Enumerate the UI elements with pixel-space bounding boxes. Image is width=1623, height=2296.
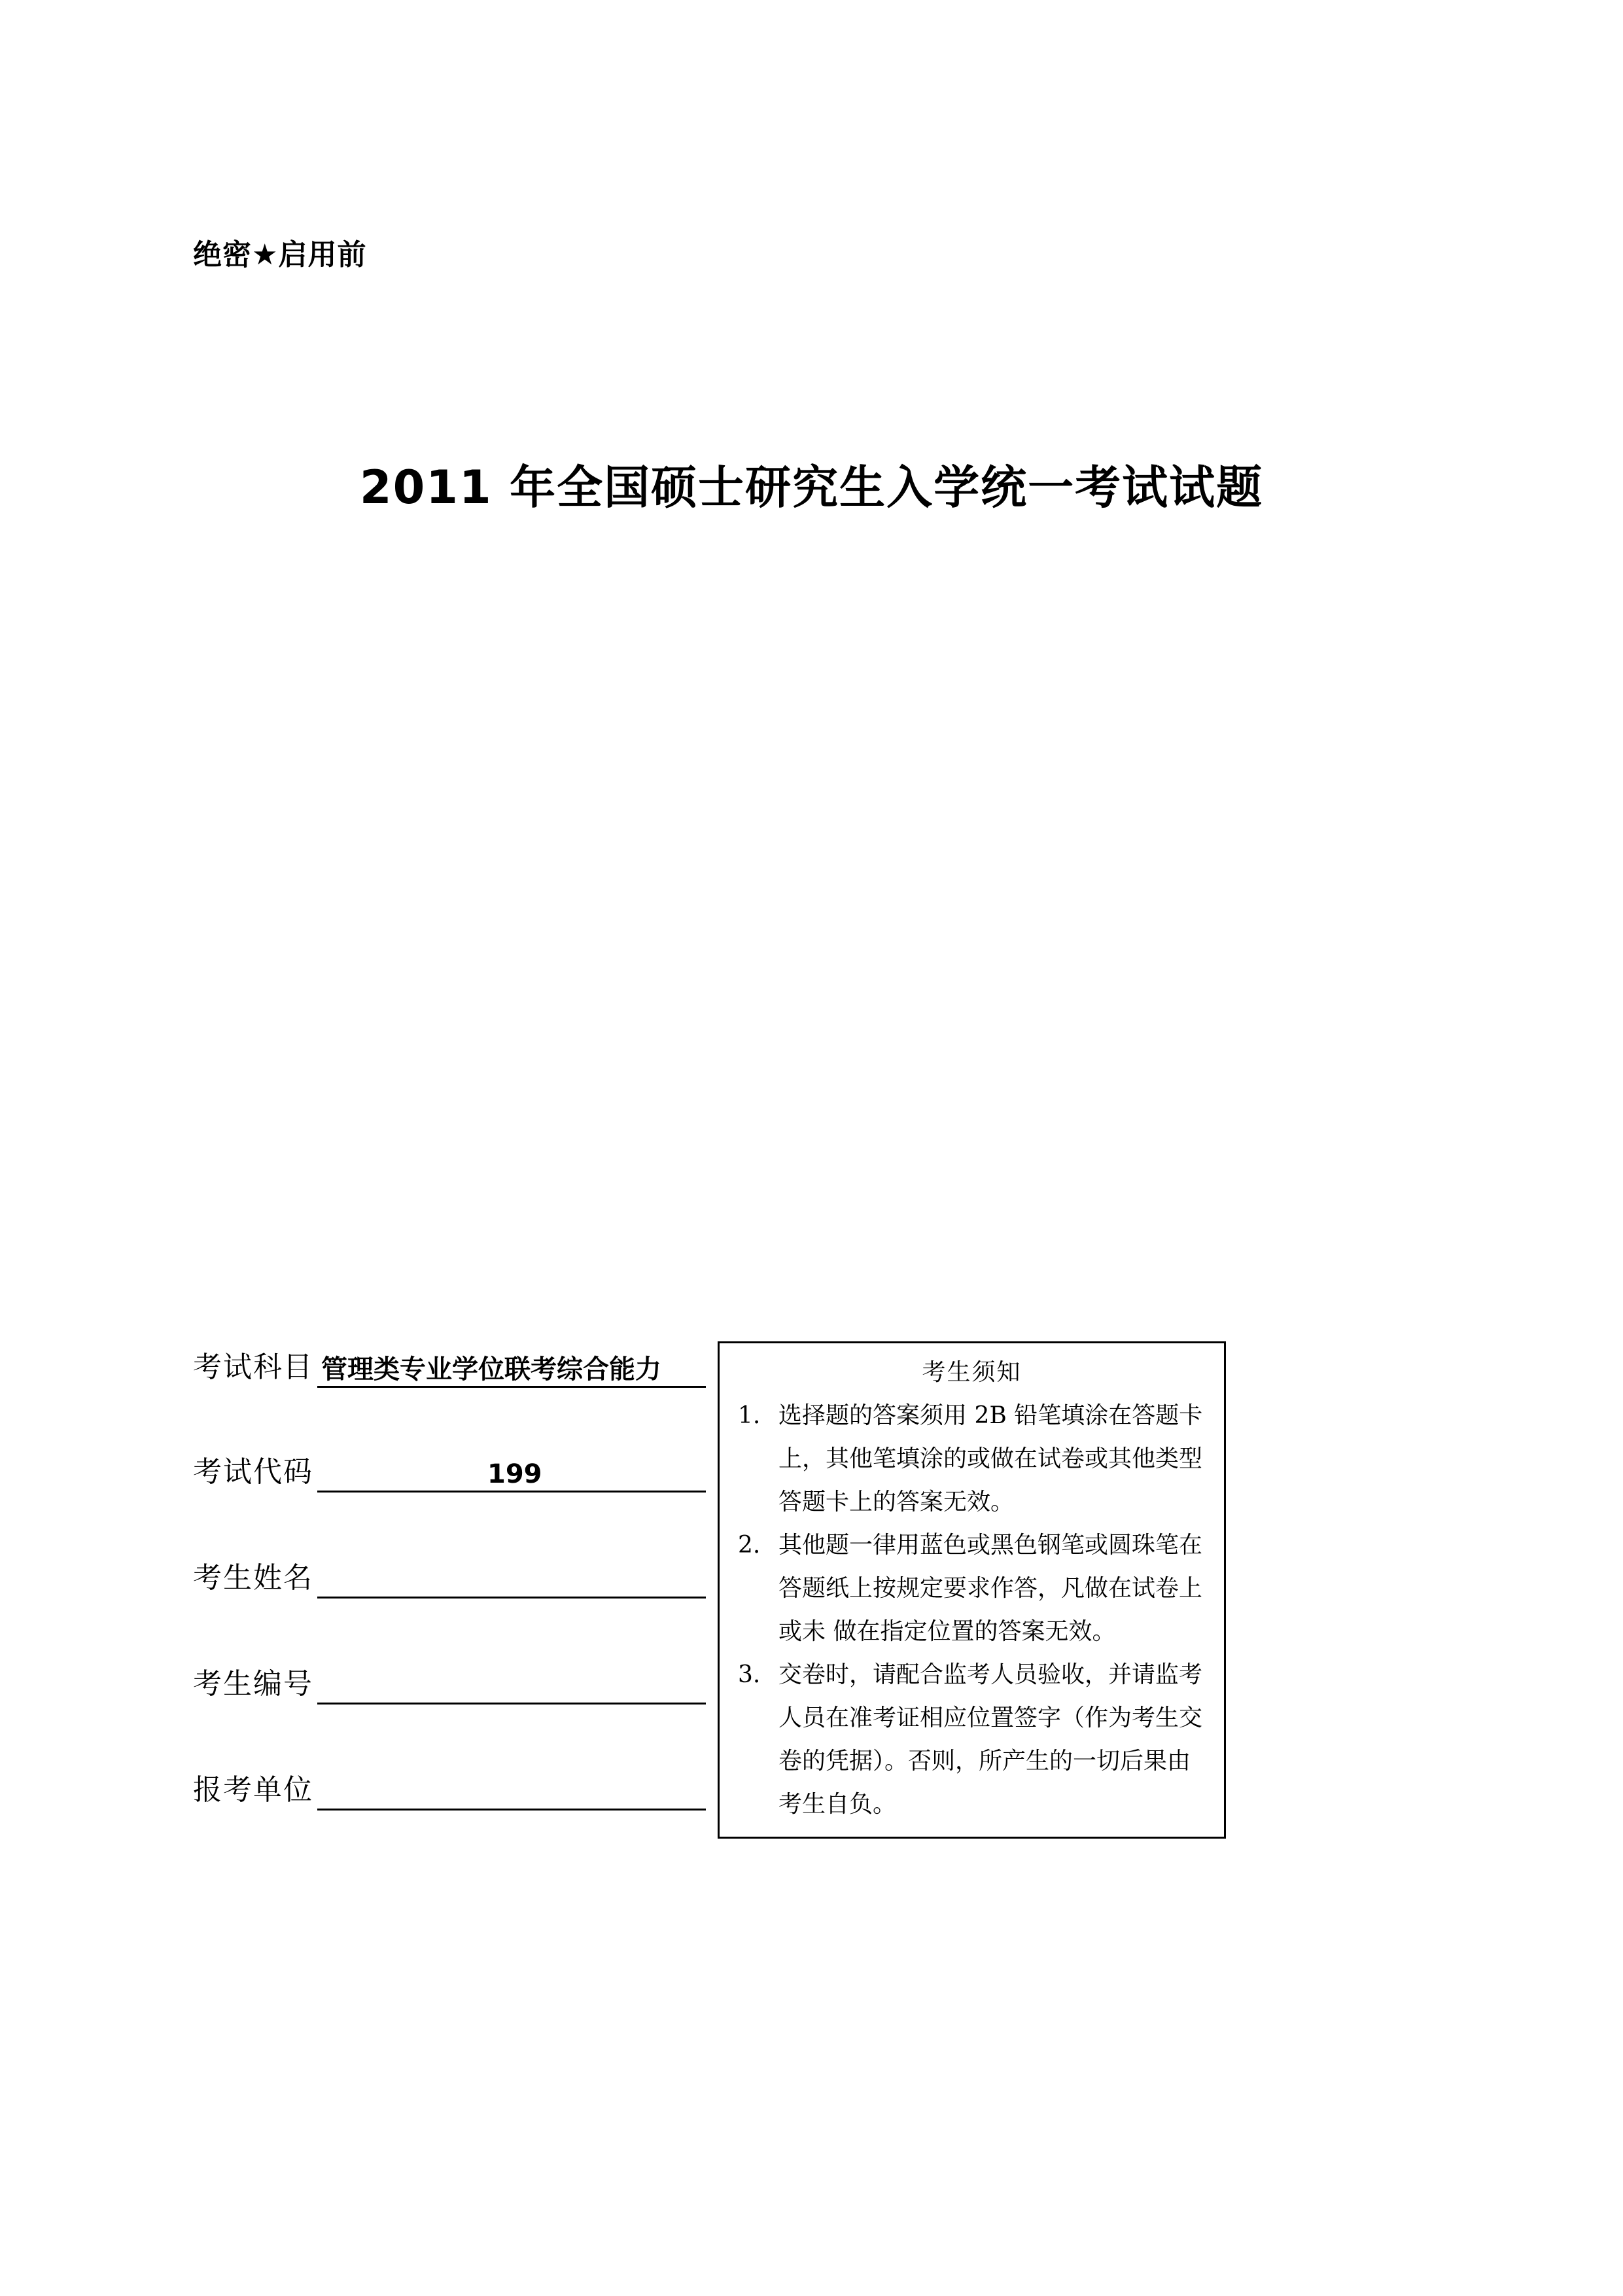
- subject-label: 考试科目: [193, 1351, 313, 1384]
- name-field[interactable]: [317, 1560, 706, 1598]
- form-row-code: [193, 1449, 716, 1495]
- form-row-subject: [193, 1345, 716, 1390]
- form-row-name: [193, 1555, 716, 1601]
- subject-value: 管理类专业学位联考综合能力: [317, 1351, 706, 1388]
- code-label: 考试代码: [193, 1455, 313, 1489]
- notice-item: [720, 1524, 1224, 1653]
- notice-item: [720, 1394, 1224, 1524]
- notice-list: [720, 1394, 1224, 1826]
- name-label: 考生姓名: [193, 1561, 313, 1595]
- notice-item-number: 2.: [738, 1532, 761, 1559]
- candidate-number-field[interactable]: [317, 1666, 706, 1704]
- form-row-number: [193, 1661, 716, 1707]
- notice-item-text: 选择题的答案须用 2B 铅笔填涂在答题卡上，其他笔填涂的或做在试卷或其他类型答题卡上的答案无效。: [778, 1402, 1203, 1515]
- page-title: 2011 年全国硕士研究生入学统一考试试题: [359, 461, 1264, 514]
- candidate-notice-box: [718, 1341, 1226, 1839]
- notice-item-text: 其他题一律用蓝色或黑色钢笔或圆珠笔在答题纸上按规定要求作答，凡做在试卷上或未 做在指定位置的答案无效。: [778, 1532, 1203, 1645]
- code-value: 199: [317, 1456, 706, 1492]
- confidential-label: 绝密★启用前: [193, 238, 367, 272]
- notice-item-number: 1.: [738, 1402, 761, 1429]
- unit-label: 报考单位: [193, 1773, 313, 1807]
- notice-item-text: 交卷时，请配合监考人员验收，并请监考人员在准考证相应位置签字（作为考生交卷的凭据）。否则，所产生的一切后果由考生自负。: [778, 1661, 1203, 1818]
- notice-item-number: 3.: [738, 1661, 761, 1688]
- number-label: 考生编号: [193, 1667, 313, 1701]
- unit-field[interactable]: [317, 1772, 706, 1810]
- notice-title: 考生须知: [922, 1359, 1022, 1386]
- notice-item: [720, 1653, 1224, 1826]
- form-row-unit: [193, 1767, 716, 1813]
